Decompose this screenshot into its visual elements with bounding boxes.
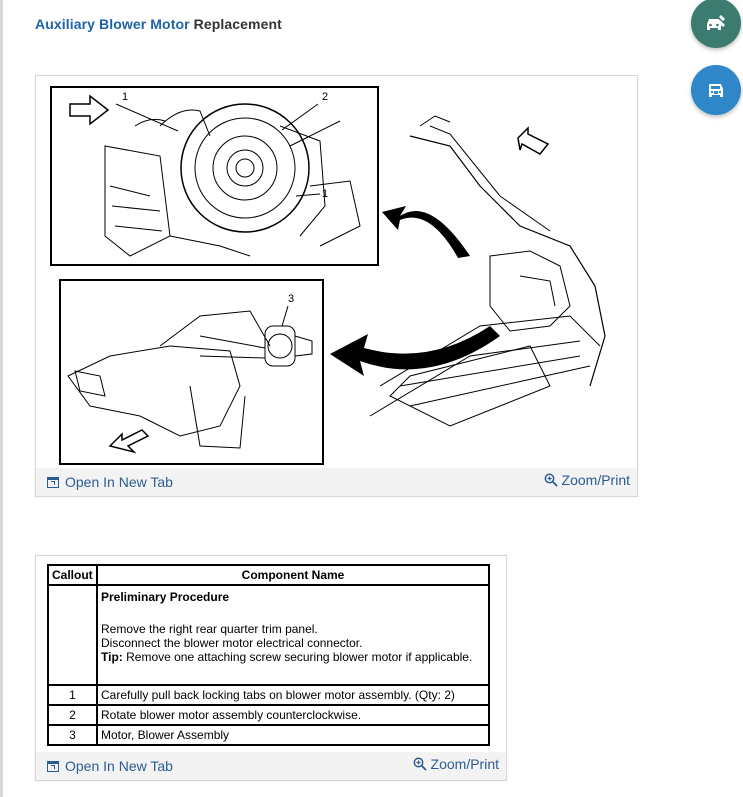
new-tab-icon [47, 761, 59, 772]
prelim-title: Preliminary Procedure [101, 590, 230, 604]
zoom-print-label: Zoom/Print [561, 472, 630, 488]
prelim-callout-cell [48, 585, 97, 685]
zoom-print-link[interactable] [544, 472, 630, 488]
open-new-tab-label: Open In New Tab [65, 474, 173, 490]
component-name: Carefully pull back locking tabs on blower motor assembly. (Qty: 2) [97, 685, 489, 705]
vehicle-repair-button[interactable] [691, 0, 741, 48]
vehicle-service-button[interactable] [691, 65, 741, 115]
tip-text: Remove one attaching screw securing blower motor if applicable. [122, 650, 473, 664]
callout-number: 2 [48, 705, 97, 725]
callout-label: 3 [288, 293, 295, 305]
callout-number: 1 [48, 685, 97, 705]
table-row [48, 705, 489, 725]
header-component-name: Component Name [97, 565, 489, 585]
callout-number: 3 [48, 725, 97, 745]
left-border [0, 0, 3, 797]
vehicle-repair-icon [703, 12, 729, 34]
title-link[interactable]: Auxiliary Blower Motor [35, 16, 190, 32]
new-tab-icon [47, 477, 59, 488]
table-row [48, 685, 489, 705]
prelim-line: Disconnect the blower motor electrical connector. [101, 636, 363, 650]
open-new-tab-label: Open In New Tab [65, 758, 173, 774]
table-footer [36, 752, 506, 780]
component-name: Rotate blower motor assembly counterclockwise. [97, 705, 489, 725]
vehicle-service-icon [704, 78, 728, 102]
zoom-icon [544, 473, 558, 487]
title-text: Replacement [189, 16, 282, 32]
open-new-tab-link[interactable] [47, 758, 173, 774]
prelim-procedure-cell [97, 585, 489, 685]
callout-label: 1 [322, 188, 329, 200]
callout-label: 1 [122, 91, 129, 103]
header-callout: Callout [48, 565, 97, 585]
prelim-tip [101, 650, 485, 664]
component-name: Motor, Blower Assembly [97, 725, 489, 745]
table-header-row [48, 565, 489, 585]
table-card [35, 555, 507, 781]
prelim-line: Remove the right rear quarter trim panel. [101, 622, 318, 636]
open-new-tab-link[interactable] [47, 474, 173, 490]
table-row [48, 725, 489, 745]
figure-footer [36, 468, 637, 496]
table-row [48, 585, 489, 685]
figure-card [35, 75, 638, 497]
tip-label: Tip: [101, 650, 123, 664]
zoom-icon [413, 757, 427, 771]
zoom-print-link[interactable] [413, 756, 499, 772]
callout-table [47, 564, 490, 746]
blower-motor-diagram [50, 86, 610, 470]
zoom-print-label: Zoom/Print [430, 756, 499, 772]
callout-label: 2 [322, 91, 329, 103]
page-title [35, 16, 282, 32]
